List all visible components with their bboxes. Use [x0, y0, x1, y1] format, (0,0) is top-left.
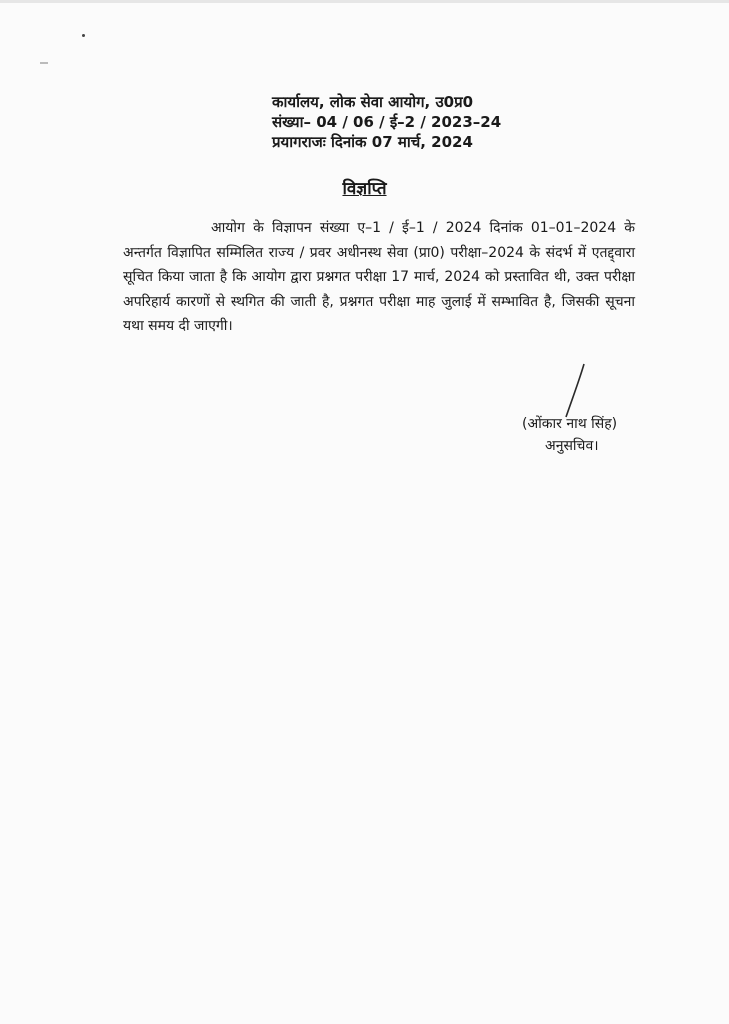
scan-speck — [82, 34, 85, 37]
notice-title-block — [0, 176, 729, 199]
scan-edge — [0, 0, 729, 3]
notice-title: विज्ञप्ति — [342, 179, 387, 199]
letter-header — [272, 92, 572, 152]
notice-body — [123, 216, 635, 339]
signature-mark — [556, 362, 592, 420]
reference-number: संख्या– 04 / 06 / ई–2 / 2023–24 — [272, 113, 502, 131]
notice-paragraph: आयोग के विज्ञापन संख्या ए–1 / ई–1 / 2024 दिनांक 01–01–2024 के अन्तर्गत विज्ञापित सम्मिलित राज्य / प्रवर अधीनस्थ सेवा (प्रा0) परीक्षा–2024 के संदर्भ में एतद्द्वारा सूचित किया जाता है कि आयोग द्वारा प्रश्नगत परीक्षा 17 मार्च, 2024 को प्रस्तावित थी, उक्त परीक्षा अपरिहार्य कारणों से स्थगित की जाती है, प्रश्नगत परीक्षा माह जुलाई में सम्भावित है, जिसकी सूचना यथा समय दी जाएगी। — [123, 220, 635, 334]
office-name: कार्यालय, लोक सेवा आयोग, उ0प्र0 — [272, 93, 474, 111]
signatory-name: (ओंकार नाथ सिंह) — [522, 416, 618, 432]
scan-speck — [40, 62, 48, 64]
signatory-designation: अनुसचिव। — [545, 438, 599, 454]
place-date: प्रयागराजः दिनांक 07 मार्च, 2024 — [272, 133, 473, 151]
